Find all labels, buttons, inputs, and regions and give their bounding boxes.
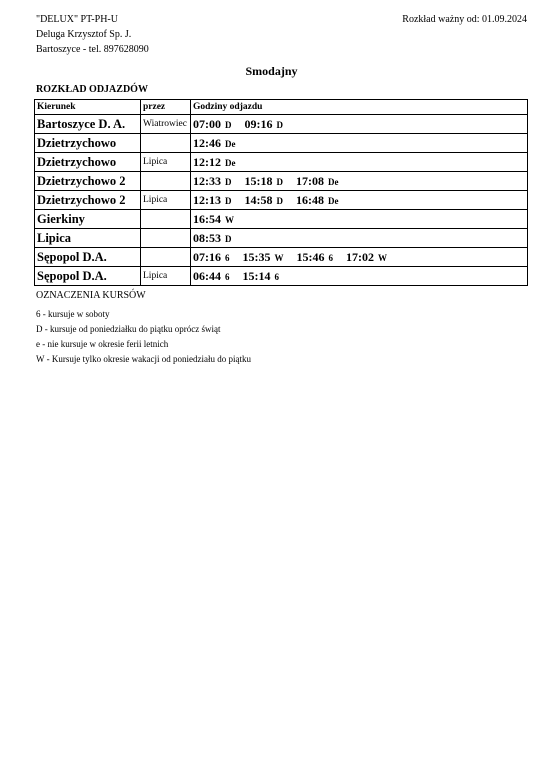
departure <box>193 250 230 265</box>
direction-cell: Sępopol D.A. <box>35 248 141 267</box>
direction-cell: Sępopol D.A. <box>35 267 141 286</box>
departure-time: 14:58 <box>244 192 273 207</box>
departure <box>193 269 230 284</box>
departure-time: 07:00 <box>193 116 221 131</box>
via-cell <box>141 172 191 191</box>
departure-time: 17:02 <box>346 249 374 264</box>
direction-cell: Dzietrzychowo <box>35 134 141 153</box>
departure-time: 17:08 <box>296 173 324 188</box>
departure-time: 15:35 <box>242 249 271 264</box>
company-owner: Deluga Krzysztof Sp. J. <box>36 29 132 40</box>
via-cell <box>141 248 191 267</box>
departure <box>243 269 280 284</box>
company-info <box>36 12 149 57</box>
column-header-direction: Kierunek <box>35 100 141 115</box>
direction-cell: Dzietrzychowo 2 <box>35 191 141 210</box>
table-row <box>35 191 528 210</box>
departure <box>296 174 339 189</box>
departure-times-cell <box>191 153 528 172</box>
departure-times-cell <box>191 191 528 210</box>
departure <box>193 212 234 227</box>
departure-time: 12:12 <box>193 154 221 169</box>
departure-time: 16:48 <box>296 192 324 207</box>
departure <box>193 117 232 132</box>
timetable <box>34 99 528 286</box>
via-cell: Wiatrowiec <box>141 115 191 134</box>
departure-time: 16:54 <box>193 211 221 226</box>
table-row <box>35 172 528 191</box>
departure <box>243 250 284 265</box>
departure-mark: 6 <box>225 271 230 282</box>
departure <box>297 250 334 265</box>
table-row <box>35 248 528 267</box>
via-cell: Lipica <box>141 153 191 172</box>
column-header-times: Godziny odjazdu <box>191 100 528 115</box>
departure-time: 07:16 <box>193 249 221 264</box>
departure-mark: D <box>225 119 232 130</box>
departure-times-cell <box>191 267 528 286</box>
via-cell <box>141 210 191 229</box>
departure-time: 15:46 <box>296 249 325 264</box>
departure-times-cell <box>191 115 528 134</box>
departure <box>296 193 339 208</box>
table-row <box>35 153 528 172</box>
timetable-header <box>35 100 528 115</box>
departure-mark: W <box>274 252 284 263</box>
direction-cell: Dzietrzychowo 2 <box>35 172 141 191</box>
departure-time: 09:16 <box>244 116 273 131</box>
via-cell <box>141 229 191 248</box>
departure <box>193 155 236 170</box>
departure-mark: D <box>276 176 283 187</box>
departure-mark: D <box>225 176 232 187</box>
departure-mark: 6 <box>328 252 333 263</box>
departure-time: 15:14 <box>242 268 271 283</box>
departure-mark: De <box>328 176 339 187</box>
direction-cell: Bartoszyce D. A. <box>35 115 141 134</box>
departure-mark: D <box>225 195 232 206</box>
legend-title: OZNACZENIA KURSÓW <box>36 290 146 301</box>
departure <box>193 193 232 208</box>
table-row <box>35 115 528 134</box>
departure-times-cell <box>191 248 528 267</box>
departure <box>193 136 236 151</box>
departure-mark: W <box>378 252 387 263</box>
direction-cell: Lipica <box>35 229 141 248</box>
departure-mark: 6 <box>274 271 279 282</box>
direction-cell: Gierkiny <box>35 210 141 229</box>
via-cell <box>141 134 191 153</box>
departure-mark: De <box>328 195 339 206</box>
stop-name: Smodajny <box>245 64 298 78</box>
departure <box>245 193 284 208</box>
table-row <box>35 267 528 286</box>
legend <box>36 307 251 367</box>
departure-time: 15:18 <box>244 173 273 188</box>
table-row <box>35 134 528 153</box>
departure <box>346 250 387 265</box>
section-title: ROZKŁAD ODJAZDÓW <box>36 84 148 95</box>
departure <box>245 174 284 189</box>
legend-item: 6 - kursuje w soboty <box>36 309 110 319</box>
departure-time: 06:44 <box>193 268 221 283</box>
departure <box>193 231 232 246</box>
departure-times-cell <box>191 172 528 191</box>
departure-mark: W <box>225 214 234 225</box>
departure <box>245 117 284 132</box>
legend-item: D - kursuje od poniedziałku do piątku oprócz świąt <box>36 324 221 334</box>
departure <box>193 174 232 189</box>
departure-times-cell <box>191 229 528 248</box>
departure-time: 12:13 <box>193 192 221 207</box>
departure-time: 12:46 <box>193 135 221 150</box>
direction-cell: Dzietrzychowo <box>35 153 141 172</box>
company-name: "DELUX" PT-PH-U <box>36 14 118 25</box>
via-cell: Lipica <box>141 191 191 210</box>
table-row <box>35 229 528 248</box>
departure-times-cell <box>191 134 528 153</box>
legend-item: e - nie kursuje w okresie ferii letnich <box>36 339 169 349</box>
column-header-via: przez <box>141 100 191 115</box>
departure-mark: D <box>276 119 283 130</box>
departure-time: 12:33 <box>193 173 221 188</box>
departure-times-cell <box>191 210 528 229</box>
departure-mark: De <box>225 157 236 168</box>
table-row <box>35 210 528 229</box>
via-cell: Lipica <box>141 267 191 286</box>
company-contact: Bartoszyce - tel. 897628090 <box>36 44 149 55</box>
departure-mark: D <box>225 233 232 244</box>
departure-mark: De <box>225 138 236 149</box>
departure-mark: 6 <box>225 252 230 263</box>
departure-mark: D <box>276 195 283 206</box>
departure-time: 08:53 <box>193 230 221 245</box>
legend-item: W - Kursuje tylko okresie wakacji od poniedziału do piątku <box>36 354 252 364</box>
valid-from: Rozkład ważny od: 01.09.2024 <box>402 14 527 25</box>
